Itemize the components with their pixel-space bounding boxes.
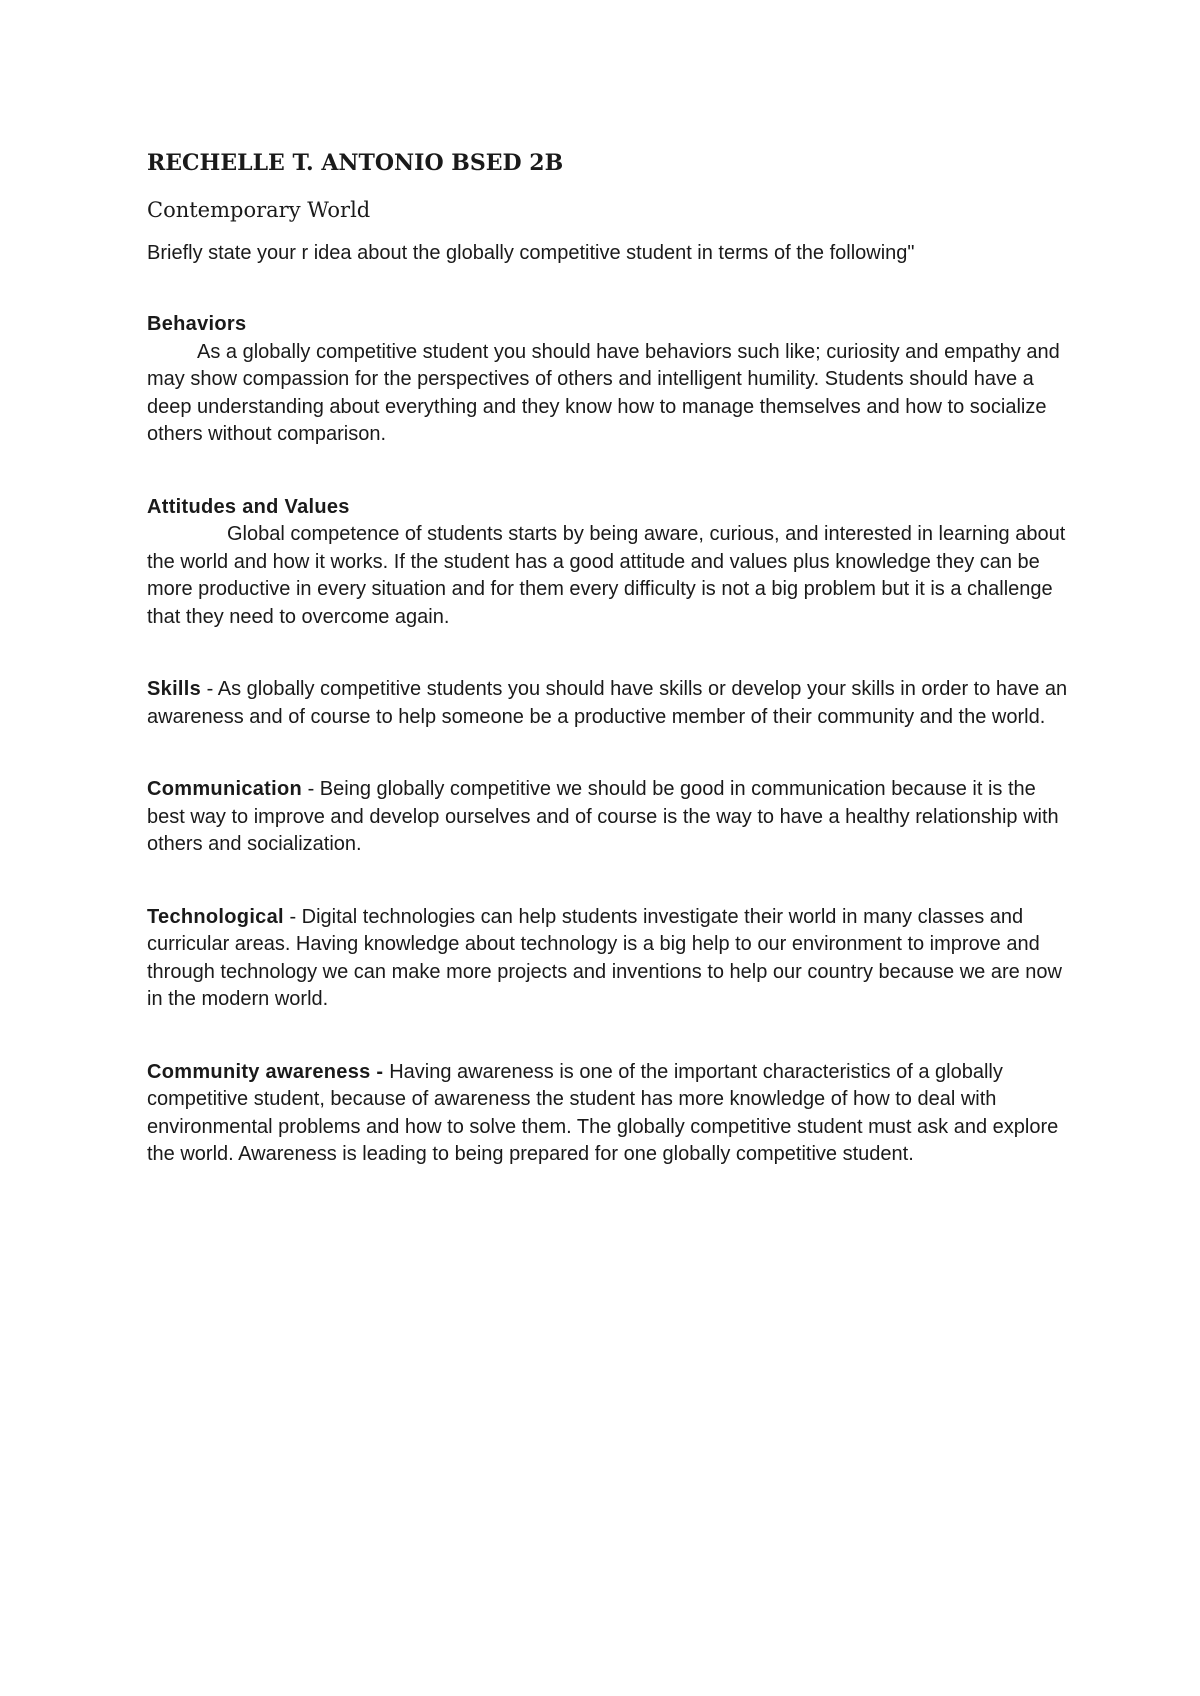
section-heading-communication: Communication (147, 778, 303, 800)
section-body-technological: - Digital technologies can help students investigate their world in many classes and curricular areas. Having knowledge about technology is a big help to our environment to improve and through technology we can make more projects and inventions to help our country because we are now in the modern world. (147, 905, 1062, 1010)
section-heading-technological: Technological (147, 905, 284, 928)
document-page (147, 140, 1077, 1169)
section-body-communication: - Being globally competitive we should be good in communication because it is the best way to improve and develop ourselves and of course is the way to have a healthy relationship with others and socialization. (147, 778, 1059, 855)
section-skills (147, 676, 1077, 731)
section-heading-skills: Skills (147, 678, 202, 700)
prompt-text: Briefly state your r idea about the globally competitive student in terms of the following" (147, 242, 915, 264)
student-name-line: RECHELLE T. ANTONIO BSED 2B (147, 150, 564, 176)
section-communication (147, 776, 1077, 859)
section-body-skills: - As globally competitive students you should have skills or develop your skills in order to have an awareness and of course to help someone be a productive member of their community and the world. (147, 678, 1068, 728)
subject-title: Contemporary World (147, 198, 371, 222)
section-heading-attitudes-values: Attitudes and Values (147, 495, 350, 518)
section-heading-behaviors: Behaviors (147, 313, 247, 335)
section-body-community-awareness: Having awareness is one of the important characteristics of a globally competitive student, because of awareness the student has more knowledge of how to deal with environmental problems and how to solve them. The globally competitive student must ask and explore the world. Awareness is leading to being prepared for one globally competitive student. (147, 1060, 1059, 1165)
section-body-behaviors: As a globally competitive student you should have behaviors such like; curiosity and empathy and may show compassion for the perspectives of others and intelligent humility. Students should have a deep understanding about everything and they know how to manage themselves and how to socialize others without comparison. (147, 340, 1060, 445)
section-behaviors (147, 311, 1077, 449)
section-community-awareness (147, 1059, 1077, 1169)
section-attitudes-values (147, 494, 1077, 632)
section-heading-community-awareness: Community awareness - (147, 1060, 390, 1083)
section-technological (147, 904, 1077, 1014)
section-body-attitudes-values: Global competence of students starts by being aware, curious, and interested in learning about the world and how it works. If the student has a good attitude and values plus knowledge they can be more productive in every situation and for them every difficulty is not a big problem but it is a challenge that they need to overcome again. (147, 523, 1066, 628)
